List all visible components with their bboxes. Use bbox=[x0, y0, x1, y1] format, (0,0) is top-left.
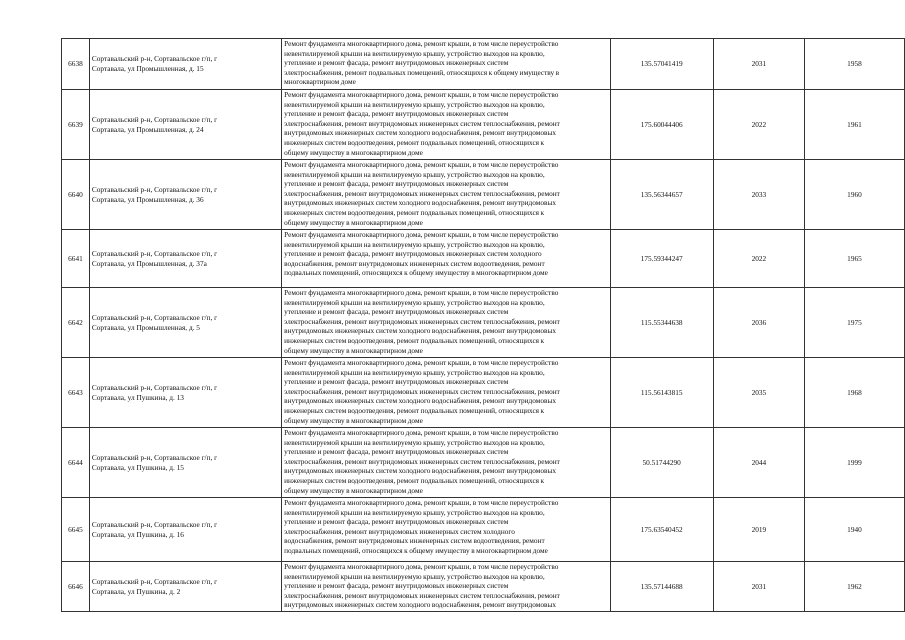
address-line: Сортавальский р-н, Сортавальское г/п, г bbox=[91, 184, 218, 194]
repair-works-line: невентилируемой крыши на вентилируемую крышу, устройство выходов на кровлю, bbox=[284, 169, 545, 179]
repair-works-line: электроснабжения, ремонт подвальных помещений, относящихся к общему имуществу в bbox=[284, 67, 560, 77]
table-row bbox=[62, 90, 905, 160]
address-cell bbox=[89, 358, 281, 428]
row-number-cell: 6646 bbox=[62, 562, 90, 612]
construction-year-cell: 1961 bbox=[804, 90, 904, 160]
repair-works-line: электроснабжения, ремонт внутридомовых инженерных систем холодного bbox=[284, 526, 515, 536]
repair-works-line: внутридомовых инженерных систем холодного водоснабжения, ремонт внутридомовых bbox=[284, 128, 557, 138]
address-line: Сортавала, ул Промышленная, д. 24 bbox=[91, 124, 204, 134]
area-cell: 135.56344657 bbox=[610, 160, 713, 230]
planned-year-cell: 2035 bbox=[713, 358, 804, 428]
address-line: Сортавала, ул Пушкина, д. 15 bbox=[91, 462, 184, 472]
repair-works-line: внутридомовых инженерных систем холодного водоснабжения, ремонт внутридомовых bbox=[284, 600, 557, 610]
repair-works-cell bbox=[282, 288, 610, 358]
repair-works-line: утепление и ремонт фасада, ремонт внутридомовых инженерных систем bbox=[284, 517, 509, 527]
repair-works-line: Ремонт фундамента многоквартирного дома, ремонт крыши, в том числе переустройство bbox=[284, 288, 559, 297]
repair-works-line: электроснабжения, ремонт внутридомовых инженерных систем теплоснабжения, ремонт bbox=[284, 386, 560, 396]
repair-works-line: электроснабжения, ремонт внутридомовых инженерных систем теплоснабжения, ремонт bbox=[284, 188, 560, 198]
construction-year-cell: 1958 bbox=[804, 39, 904, 90]
repair-works-line: водоснабжения, ремонт внутридомовых инженерных систем водоотведения, ремонт bbox=[284, 536, 545, 546]
address-line: Сортавала, ул Пушкина, д. 2 bbox=[91, 586, 181, 596]
repair-works-line: Ремонт фундамента многоквартирного дома, ремонт крыши, в том числе переустройство bbox=[284, 358, 559, 367]
table-row bbox=[62, 39, 905, 90]
repair-works-line: общему имуществу в многоквартирном доме bbox=[284, 345, 423, 355]
repair-works-line: утепление и ремонт фасада, ремонт внутридомовых инженерных систем bbox=[284, 179, 509, 189]
table-row bbox=[62, 428, 905, 498]
capital-repair-register-table bbox=[61, 38, 905, 612]
area-cell: 115.56143815 bbox=[610, 358, 713, 428]
construction-year-cell: 1940 bbox=[804, 498, 904, 562]
repair-works-line: инженерных систем водоотведения, ремонт подвальных помещений, относящихся к bbox=[284, 475, 545, 485]
address-line: Сортавала, ул Промышленная, д. 37а bbox=[91, 258, 207, 268]
address-line: Сортавальский р-н, Сортавальское г/п, г bbox=[91, 452, 218, 462]
repair-works-line: невентилируемой крыши на вентилируемую крышу, устройство выходов на кровлю, bbox=[284, 507, 545, 517]
repair-works-line: невентилируемой крыши на вентилируемую крышу, устройство выходов на кровлю, bbox=[284, 239, 545, 249]
repair-works-line: Ремонт фундамента многоквартирного дома, ремонт крыши, в том числе переустройство bbox=[284, 160, 559, 169]
planned-year-cell: 2031 bbox=[713, 39, 804, 90]
repair-works-cell bbox=[282, 428, 610, 498]
row-number-cell: 6638 bbox=[62, 39, 90, 90]
address-line: Сортавальский р-н, Сортавальское г/п, г bbox=[91, 519, 218, 529]
row-number-cell: 6643 bbox=[62, 358, 90, 428]
table-row bbox=[62, 358, 905, 428]
construction-year-cell: 1999 bbox=[804, 428, 904, 498]
construction-year-cell: 1968 bbox=[804, 358, 904, 428]
address-line: Сортавальский р-н, Сортавальское г/п, г bbox=[91, 114, 218, 124]
planned-year-cell: 2033 bbox=[713, 160, 804, 230]
repair-works-cell bbox=[282, 498, 610, 562]
repair-works-cell bbox=[282, 39, 610, 90]
construction-year-cell: 1975 bbox=[804, 288, 904, 358]
area-cell: 135.57041419 bbox=[610, 39, 713, 90]
table-row bbox=[62, 230, 905, 288]
repair-works-line: инженерных систем водоотведения, ремонт подвальных помещений, относящихся к bbox=[284, 405, 545, 415]
address-line: Сортавала, ул Промышленная, д. 36 bbox=[91, 194, 204, 204]
repair-works-cell bbox=[282, 230, 610, 288]
repair-works-line: многоквартирном доме bbox=[284, 77, 356, 87]
row-number-cell: 6641 bbox=[62, 230, 90, 288]
repair-works-line: общему имуществу в многоквартирном доме bbox=[284, 217, 423, 227]
row-number-cell: 6645 bbox=[62, 498, 90, 562]
address-cell bbox=[89, 160, 281, 230]
repair-works-line: общему имуществу в многоквартирном доме bbox=[284, 415, 423, 425]
address-line: Сортавальский р-н, Сортавальское г/п, г bbox=[91, 312, 218, 322]
planned-year-cell: 2031 bbox=[713, 562, 804, 612]
planned-year-cell: 2022 bbox=[713, 90, 804, 160]
repair-works-line: утепление и ремонт фасада, ремонт внутридомовых инженерных систем bbox=[284, 109, 509, 119]
repair-works-line: утепление и ремонт фасада, ремонт внутридомовых инженерных систем bbox=[284, 581, 509, 591]
planned-year-cell: 2044 bbox=[713, 428, 804, 498]
address-cell bbox=[89, 288, 281, 358]
row-number-cell: 6642 bbox=[62, 288, 90, 358]
repair-works-line: водоснабжения, ремонт внутридомовых инженерных систем водоотведения, ремонт bbox=[284, 258, 545, 268]
area-cell: 135.57144688 bbox=[610, 562, 713, 612]
repair-works-cell bbox=[282, 90, 610, 160]
row-number-cell: 6639 bbox=[62, 90, 90, 160]
address-line: Сортавала, ул Промышленная, д. 15 bbox=[91, 64, 204, 73]
repair-works-line: электроснабжения, ремонт внутридомовых инженерных систем теплоснабжения, ремонт bbox=[284, 316, 560, 326]
repair-works-line: электроснабжения, ремонт внутридомовых инженерных систем теплоснабжения, ремонт bbox=[284, 590, 560, 600]
repair-works-line: общему имуществу в многоквартирном доме bbox=[284, 147, 423, 157]
table-body bbox=[62, 39, 905, 612]
repair-works-line: электроснабжения, ремонт внутридомовых инженерных систем теплоснабжения, ремонт bbox=[284, 456, 560, 466]
address-line: Сортавала, ул Пушкина, д. 13 bbox=[91, 392, 184, 402]
repair-works-line: общему имуществу в многоквартирном доме bbox=[284, 485, 423, 495]
repair-works-line: внутридомовых инженерных систем холодного водоснабжения, ремонт внутридомовых bbox=[284, 466, 557, 476]
construction-year-cell: 1960 bbox=[804, 160, 904, 230]
repair-works-line: подвальных помещений, относящихся к общему имуществу в многоквартирном доме bbox=[284, 545, 548, 555]
address-cell bbox=[89, 562, 281, 612]
repair-works-line: внутридомовых инженерных систем холодного водоснабжения, ремонт внутридомовых bbox=[284, 198, 557, 208]
table-row bbox=[62, 160, 905, 230]
area-cell: 175.60044406 bbox=[610, 90, 713, 160]
address-line: Сортавальский р-н, Сортавальское г/п, г bbox=[91, 248, 218, 258]
address-cell bbox=[89, 230, 281, 288]
repair-works-cell bbox=[282, 160, 610, 230]
area-cell: 115.55344638 bbox=[610, 288, 713, 358]
repair-works-line: внутридомовых инженерных систем холодного водоснабжения, ремонт внутридомовых bbox=[284, 326, 557, 336]
repair-works-line: невентилируемой крыши на вентилируемую крышу, устройство выходов на кровлю, bbox=[284, 437, 545, 447]
repair-works-line: утепление и ремонт фасада, ремонт внутридомовых инженерных систем bbox=[284, 447, 509, 457]
repair-works-cell bbox=[282, 562, 610, 612]
address-cell bbox=[89, 498, 281, 562]
repair-works-line: невентилируемой крыши на вентилируемую крышу, устройство выходов на кровлю, bbox=[284, 48, 545, 58]
repair-works-line: утепление и ремонт фасада, ремонт внутридомовых инженерных систем холодного bbox=[284, 249, 542, 259]
address-cell bbox=[89, 90, 281, 160]
planned-year-cell: 2019 bbox=[713, 498, 804, 562]
repair-works-line: инженерных систем водоотведения, ремонт подвальных помещений, относящихся к bbox=[284, 137, 545, 147]
address-line: Сортавала, ул Промышленная, д. 5 bbox=[91, 322, 200, 332]
repair-works-line: невентилируемой крыши на вентилируемую крышу, устройство выходов на кровлю, bbox=[284, 367, 545, 377]
planned-year-cell: 2036 bbox=[713, 288, 804, 358]
planned-year-cell: 2022 bbox=[713, 230, 804, 288]
repair-works-line: невентилируемой крыши на вентилируемую крышу, устройство выходов на кровлю, bbox=[284, 571, 545, 581]
table-row bbox=[62, 288, 905, 358]
repair-works-line: Ремонт фундамента многоквартирного дома, ремонт крыши, в том числе переустройство bbox=[284, 90, 559, 99]
table-row bbox=[62, 562, 905, 612]
area-cell: 175.59344247 bbox=[610, 230, 713, 288]
repair-works-line: невентилируемой крыши на вентилируемую крышу, устройство выходов на кровлю, bbox=[284, 297, 545, 307]
repair-works-line: Ремонт фундамента многоквартирного дома, ремонт крыши, в том числе переустройство bbox=[284, 562, 559, 571]
address-line: Сортавальский р-н, Сортавальское г/п, г bbox=[91, 576, 218, 586]
repair-works-line: Ремонт фундамента многоквартирного дома, ремонт крыши, в том числе переустройство bbox=[284, 428, 559, 437]
address-line: Сортавальский р-н, Сортавальское г/п, г bbox=[91, 54, 218, 64]
repair-works-line: внутридомовых инженерных систем холодного водоснабжения, ремонт внутридомовых bbox=[284, 396, 557, 406]
address-line: Сортавала, ул Пушкина, д. 16 bbox=[91, 529, 184, 539]
repair-works-cell bbox=[282, 358, 610, 428]
row-number-cell: 6640 bbox=[62, 160, 90, 230]
repair-works-line: утепление и ремонт фасада, ремонт внутридомовых инженерных систем bbox=[284, 307, 509, 317]
address-line: Сортавальский р-н, Сортавальское г/п, г bbox=[91, 382, 218, 392]
address-cell bbox=[89, 39, 281, 90]
repair-works-line: Ремонт фундамента многоквартирного дома, ремонт крыши, в том числе переустройство bbox=[284, 498, 559, 507]
table-row bbox=[62, 498, 905, 562]
repair-works-line: подвальных помещений, относящихся к общему имуществу в многоквартирном доме bbox=[284, 268, 548, 278]
address-cell bbox=[89, 428, 281, 498]
row-number-cell: 6644 bbox=[62, 428, 90, 498]
repair-works-line: инженерных систем водоотведения, ремонт подвальных помещений, относящихся к bbox=[284, 207, 545, 217]
repair-works-line: невентилируемой крыши на вентилируемую крышу, устройство выходов на кровлю, bbox=[284, 99, 545, 109]
construction-year-cell: 1965 bbox=[804, 230, 904, 288]
repair-works-line: утепление и ремонт фасада, ремонт внутридомовых инженерных систем bbox=[284, 58, 509, 68]
area-cell: 50.51744290 bbox=[610, 428, 713, 498]
area-cell: 175.63540452 bbox=[610, 498, 713, 562]
repair-works-line: инженерных систем водоотведения, ремонт подвальных помещений, относящихся к bbox=[284, 335, 545, 345]
repair-works-line: электроснабжения, ремонт внутридомовых инженерных систем теплоснабжения, ремонт bbox=[284, 118, 560, 128]
repair-works-line: Ремонт фундамента многоквартирного дома, ремонт крыши, в том числе переустройство bbox=[284, 230, 559, 239]
repair-works-line: Ремонт фундамента многоквартирного дома, ремонт крыши, в том числе переустройство bbox=[284, 39, 559, 48]
repair-works-line: утепление и ремонт фасада, ремонт внутридомовых инженерных систем bbox=[284, 377, 509, 387]
construction-year-cell: 1962 bbox=[804, 562, 904, 612]
